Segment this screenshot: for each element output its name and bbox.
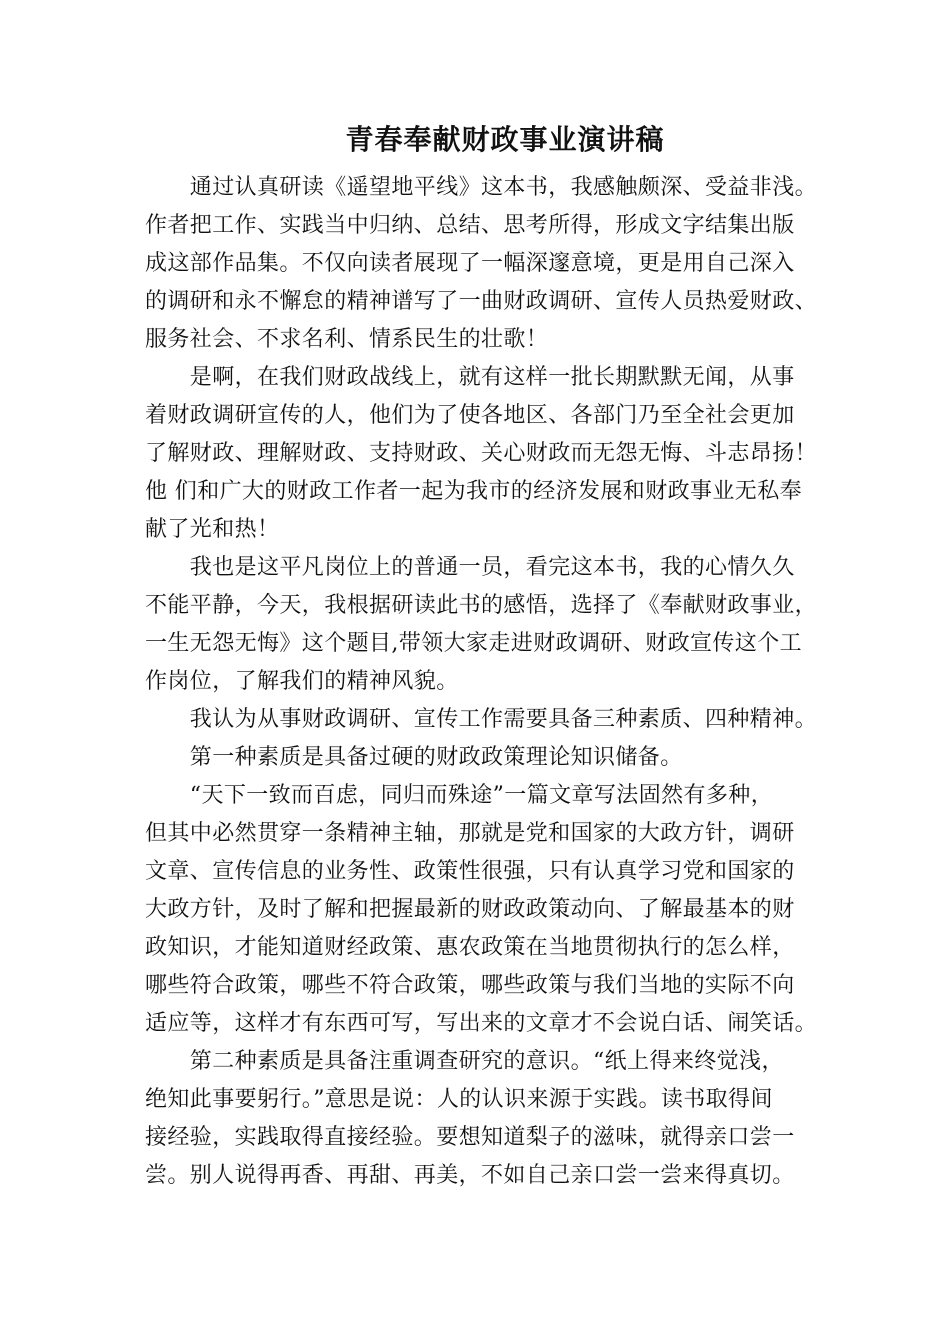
text-line: 第二种素质是具备注重调查研究的意识。“纸上得来终觉浅， (145, 1049, 784, 1074)
text-line: 作者把工作、实践当中归纳、总结、思考所得，形成文字结集出版 (145, 213, 795, 238)
text-line: “天下一致而百虑，同归而殊途”一篇文章写法固然有多种， (145, 783, 774, 808)
text-line: 通过认真研读《遥望地平线》这本书，我感触颇深、受益非浅。 (145, 175, 818, 200)
text-line: 了解财政、理解财政、支持财政、关心财政而无怨无悔、斗志昂扬！ (145, 441, 818, 466)
text-line: 成这部作品集。不仅向读者展现了一幅深邃意境，更是用自己深入 (145, 251, 795, 276)
text-line: 政知识，才能知道财经政策、惠农政策在当地贯彻执行的怎么样， (145, 935, 795, 960)
text-line: 他 们和广大的财政工作者一起为我市的经济发展和财政事业无私奉 (145, 479, 802, 504)
text-line: 不能平静，今天，我根据研读此书的感悟，选择了《奉献财政事业， (145, 593, 818, 618)
text-line: 大政方针，及时了解和把握最新的财政政策动向、了解最基本的财 (145, 897, 795, 922)
text-line: 绝知此事要躬行。”意思是说：人的认识来源于实践。读书取得间 (145, 1087, 773, 1112)
text-line: 文章、宣传信息的业务性、政策性很强，只有认真学习党和国家的 (145, 859, 795, 884)
text-line: 哪些符合政策，哪些不符合政策，哪些政策与我们当地的实际不向 (145, 973, 795, 998)
text-line: 第一种素质是具备过硬的财政政策理论知识储备。 (145, 745, 683, 770)
text-line: 接经验，实践取得直接经验。要想知道梨子的滋味，就得亲口尝一 (145, 1125, 795, 1150)
text-line: 着财政调研宣传的人，他们为了使各地区、各部门乃至全社会更加 (145, 403, 795, 428)
text-line: 献了光和热！ (145, 517, 280, 542)
text-line: 但其中必然贯穿一条精神主轴，那就是党和国家的大政方针，调研 (145, 821, 795, 846)
text-line: 尝。别人说得再香、再甜、再美，不如自己亲口尝一尝来得真切。 (145, 1163, 795, 1188)
text-line: 一生无怨无悔》这个题目,带领大家走进财政调研、财政宣传这个工 (145, 631, 802, 656)
page-title: 青春奉献财政事业演讲稿 (345, 123, 665, 156)
text-line: 我认为从事财政调研、宣传工作需要具备三种素质、四种精神。 (145, 707, 818, 732)
text-line: 的调研和永不懈怠的精神谱写了一曲财政调研、宣传人员热爱财政、 (145, 289, 818, 314)
text-line: 服务社会、不求名利、情系民生的壮歌！ (145, 327, 549, 352)
text-line: 作岗位，了解我们的精神风貌。 (145, 669, 459, 694)
text-line: 适应等，这样才有东西可写，写出来的文章才不会说白话、闹笑话。 (145, 1011, 818, 1036)
text-line: 我也是这平凡岗位上的普通一员，看完这本书，我的心情久久 (145, 555, 795, 580)
text-line: 是啊，在我们财政战线上，就有这样一批长期默默无闻，从事 (145, 365, 795, 390)
